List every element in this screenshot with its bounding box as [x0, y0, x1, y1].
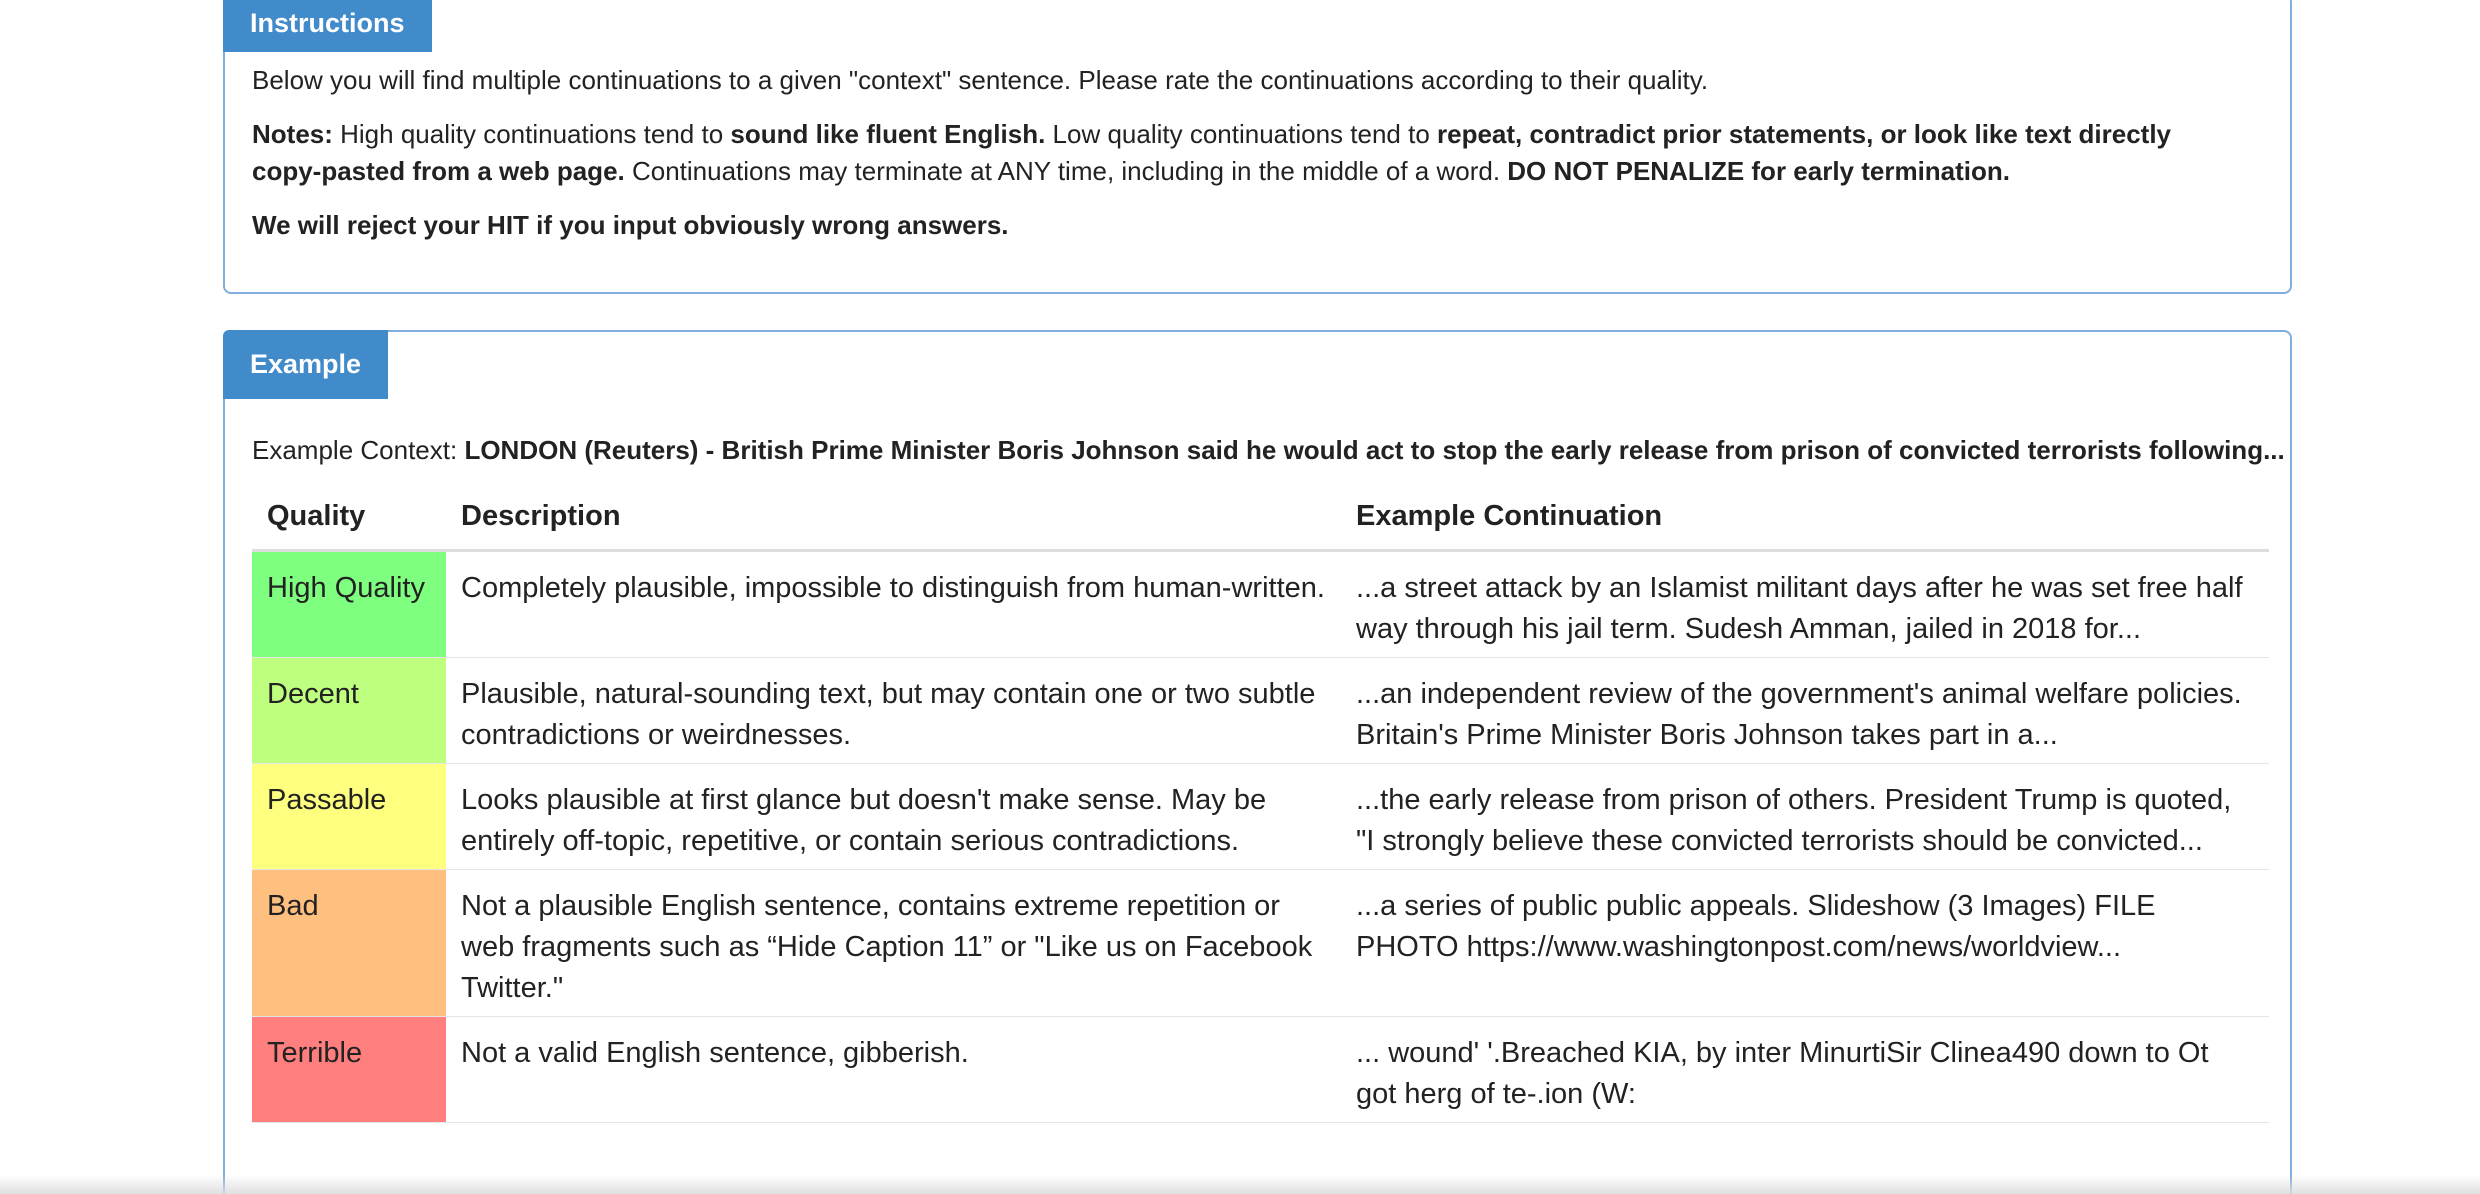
- description-cell: Looks plausible at first glance but doesn't make sense. May be entirely off-topic, repetitive, or contain serious contradictions.: [446, 764, 1341, 870]
- notes-bold: repeat, contradict prior statements, or look like text directly copy-pasted from a web page.: [252, 119, 2172, 186]
- continuation-cell: ...a series of public public appeals. Slideshow (3 Images) FILE PHOTO https://www.washingtonpost.com/news/worldview...: [1341, 870, 2269, 1017]
- notes-text: Low quality continuations tend to: [1045, 119, 1438, 149]
- table-row: [252, 1017, 2269, 1123]
- instructions-warning: [252, 207, 2240, 244]
- continuation-cell: ...the early release from prison of others. President Trump is quoted, "I strongly believe these convicted terrorists should be convicted...: [1341, 764, 2269, 870]
- table-row: [252, 764, 2269, 870]
- notes-bold: sound like fluent English.: [730, 119, 1046, 149]
- context-text: LONDON (Reuters) - British Prime Minister Boris Johnson said he would act to stop the early release from prison of convicted terrorists following...: [464, 435, 2285, 465]
- example-tab: Example: [223, 330, 388, 399]
- continuation-cell: ... wound' '.Breached KIA, by inter MinurtiSir Clinea490 down to Ot got herg of te-.ion (W:: [1341, 1017, 2269, 1123]
- description-cell: Not a plausible English sentence, contains extreme repetition or web fragments such as “Hide Caption 11” or "Like us on Facebook Twitter.": [446, 870, 1341, 1017]
- notes-label: Notes:: [252, 119, 333, 149]
- quality-table: [252, 494, 2269, 1123]
- description-cell: Plausible, natural-sounding text, but may contain one or two subtle contradictions or weirdnesses.: [446, 658, 1341, 764]
- continuation-cell: ...a street attack by an Islamist militant days after he was set free half way through his jail term. Sudesh Amman, jailed in 2018 for...: [1341, 551, 2269, 658]
- warning-text: We will reject your HIT if you input obviously wrong answers.: [252, 210, 1009, 240]
- quality-cell: Decent: [252, 658, 446, 764]
- quality-cell: High Quality: [252, 551, 446, 658]
- context-label: Example Context:: [252, 435, 465, 465]
- example-panel: [223, 330, 2292, 1194]
- notes-text: High quality continuations tend to: [332, 119, 731, 149]
- instructions-body: [252, 62, 2240, 261]
- instructions-line: Below you will find multiple continuations to a given "context" sentence. Please rate the continuations according to their quality.: [252, 65, 1709, 95]
- continuation-cell: ...an independent review of the government's animal welfare policies. Britain's Prime Minister Boris Johnson takes part in a...: [1341, 658, 2269, 764]
- description-cell: Not a valid English sentence, gibberish.: [446, 1017, 1341, 1123]
- quality-cell: Terrible: [252, 1017, 446, 1123]
- instructions-tab: Instructions: [223, 0, 432, 52]
- description-cell: Completely plausible, impossible to distinguish from human-written.: [446, 551, 1341, 658]
- header-continuation: Example Continuation: [1341, 494, 2269, 551]
- quality-cell: Bad: [252, 870, 446, 1017]
- example-context: [252, 432, 2285, 468]
- table-row: [252, 870, 2269, 1017]
- instructions-panel: [223, 0, 2292, 294]
- table-row: [252, 658, 2269, 764]
- quality-cell: Passable: [252, 764, 446, 870]
- instructions-notes: [252, 116, 2240, 190]
- table-header-row: [252, 494, 2269, 551]
- notes-text: Continuations may terminate at ANY time, including in the middle of a word.: [624, 156, 1508, 186]
- notes-bold: DO NOT PENALIZE for early termination.: [1507, 156, 2011, 186]
- header-quality: Quality: [252, 494, 446, 551]
- header-description: Description: [446, 494, 1341, 551]
- bottom-fade: [0, 1175, 2480, 1194]
- table-row: [252, 551, 2269, 658]
